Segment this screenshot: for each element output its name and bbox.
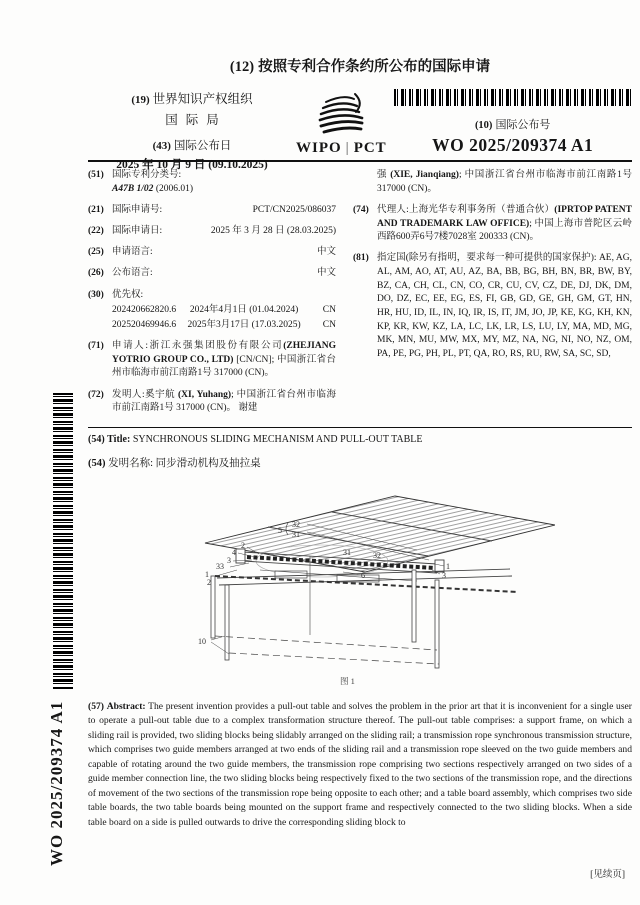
filing-date-field: (22) 国际申请日: 2025 年 3 月 28 日 (28.03.2025) — [88, 225, 336, 239]
figure-label: 2 — [241, 541, 245, 550]
ipc-field: (51) 国际专利分类号: A47B 1/02 (2006.01) — [88, 170, 194, 194]
figure-label: 6 — [361, 571, 365, 580]
figure-label: 1 — [205, 570, 209, 579]
figure-label: 31 — [292, 530, 300, 539]
agent-name-en: (IPRTOP PATENT AND TRADEMARK LAW OFFICE) — [377, 204, 632, 229]
left-column — [88, 169, 336, 423]
agent-address: ; 中国上海市普陀区云岭西路600弄6号7楼7028室 200333 (CN)。 — [377, 218, 632, 243]
abstract-section: (57) Abstract: The present invention provides a pull-out table and solves the problem in the prior art that it is inconvenient for a single user to operate a pull-out table due to a complex transformation structure thereof. The pull-out table comprises: a support frame, on which a sliding rail is provided, two sliding blocks being slidably arranged on the sliding rail; a transmission rope synchronous transmission structure, which comprises two guide members arranged at two ends of the sliding rail and a transmission rope sleeved on the two guide members and capable of rotating around the two guide members, the transmission rope comprising two sections respectively arranged on two sides of a guide member connection line, the two sliding blocks being respectively fixed to the two sections of the transmission rope, and the directions of movement of the two sections of the transmission rope being opposite to each other; and a table board assembly, which comprises two side table boards, the two table boards being mounted on the support frame and respectively connected to the two sliding blocks. When a side table board on a side is pulled outwards to drive the corresponding sliding block to — [88, 701, 633, 828]
applicant-field: (71) 申请人:浙江永强集团股份有限公司(ZHEJIANG YOTRIO GROUP CO., LTD) [CN/CN]; 中国浙江省台州市临海市前江南路1号 317000 (CN)。 — [88, 341, 336, 379]
inventor-continuation: 强 (XIE, Jianqiang); 中国浙江省台州市临海市前江南路1号 317000 (CN)。 — [377, 170, 632, 194]
ipc-code: A47B 1/02 — [112, 183, 154, 194]
applicant-name: 浙江永强集团股份有限公司 — [148, 341, 284, 352]
patent-drawing — [85, 490, 555, 695]
field-number-19: (19) — [131, 94, 150, 106]
inventor-name-en: (XI, Yuhang) — [177, 389, 232, 400]
ipc-year: (2006.01) — [155, 183, 194, 194]
applicant-name-en: (ZHEJIANG YOTRIO GROUP CO., LTD) — [112, 341, 336, 365]
header — [88, 55, 632, 172]
application-number-field: (21) 国际申请号: PCT/CN2025/086037 — [88, 204, 336, 218]
wipo-logo-block — [296, 89, 387, 157]
figure-label: 10 — [198, 637, 206, 646]
title-section — [88, 434, 632, 470]
barcode — [394, 89, 632, 106]
inventor-address: ; 中国浙江省台州市临海市前江南路1号 317000 (CN)。 谢建 — [112, 389, 337, 414]
figure-label: 5 — [278, 526, 282, 535]
agent-field: (74) 代理人:上海光华专利事务所（普通合伙）(IPRTOP PATENT AND TRADEMARK LAW OFFICE); 中国上海市普陀区云岭西路600弄6号7楼7028室 200333 (CN)。 — [353, 204, 632, 243]
publication-date-label: 国际公布日 — [173, 140, 232, 152]
wipo-pct-wordmark: WIPO | PCT — [296, 140, 387, 156]
figure-label: 33 — [216, 562, 224, 571]
figure-label: 32 — [373, 551, 381, 560]
publication-number-label: 国际公布号 — [495, 119, 551, 131]
field-number-10: (10) — [474, 120, 493, 131]
filing-date: 2025 年 3 月 28 日 (28.03.2025) — [210, 226, 336, 237]
figure-label: 31 — [343, 548, 351, 557]
publication-number-block — [387, 89, 639, 156]
title-english: (54) Title: SYNCHRONOUS SLIDING MECHANISM AND PULL-OUT TABLE — [88, 434, 423, 445]
continued-note: [见续页] — [590, 870, 625, 880]
agent-name: 上海光华专利事务所（普通合伙） — [408, 204, 555, 215]
publication-date: 2025 年 10 月 9 日 (09.10.2025) — [116, 159, 268, 171]
priority-row — [88, 304, 336, 318]
abstract-text: The present invention provides a pull-out table and solves the problem in the prior art that it is inconvenient for a single user to operate a pull-out table due to a complex transformation structure thereof. The pull-out table comprises: a support frame, on which a sliding rail is provided, two sliding blocks being slidably arranged on the sliding rail; a transmission rope synchronous transmission structure, which comprises two guide members arranged at two ends of the sliding rail and a transmission rope sleeved on the two guide members and capable of rotating around the two guide members, the transmission rope comprising two sections respectively arranged on two sides of a guide member connection line, the two sliding blocks being respectively fixed to the two sections of the transmission rope, and the directions of movement of the two sections of the transmission rope being opposite to each other; and a table board assembly, which comprises two side table boards, the two table boards being mounted on the support frame and respectively connected to the two sliding blocks. When a side table board on a side is pulled outwards to drive the corresponding sliding block to — [88, 701, 633, 828]
inventor-name: 奚宇航 — [144, 389, 178, 400]
figure-label: 32 — [292, 520, 300, 529]
figure-label: 4 — [232, 548, 236, 557]
field-number-43: (43) — [152, 140, 171, 152]
org-name: 世界知识产权组织 — [152, 92, 253, 106]
right-column — [353, 169, 632, 423]
header-divider — [88, 160, 632, 162]
applicant-address: [CN/CN]; 中国浙江省台州市临海市前江南路1号 317000 (CN)。 — [112, 354, 336, 379]
priority-country: CN — [322, 305, 336, 316]
figure-label: 2 — [207, 578, 211, 587]
priority-country: CN — [322, 319, 336, 330]
figure-label: 1 — [446, 562, 450, 571]
priority-field: (30) 优先权: — [88, 289, 144, 300]
priority-number: 202420662820.6 — [112, 305, 177, 316]
bibliographic-data — [88, 169, 632, 423]
publication-language-field: (26) 公布语言: 中文 — [88, 267, 336, 281]
inventor2-address: ; 中国浙江省台州市临海市前江南路1号 317000 (CN)。 — [377, 170, 632, 194]
filing-language-field: (25) 申请语言: 中文 — [88, 246, 336, 260]
invention-title-zh: 同步滑动机构及抽拉桌 — [155, 458, 261, 469]
ipc-label: 国际专利分类号: — [112, 170, 182, 180]
priority-row — [88, 319, 336, 333]
publication-number: WO 2025/209374 A1 — [432, 135, 594, 155]
title-divider — [88, 427, 632, 428]
designated-states-label: 指定国(除另有指明，要求每一种可提供的国家保护): — [377, 253, 599, 264]
priority-number: 202520469946.6 — [112, 319, 177, 330]
application-number: PCT/CN2025/086037 — [252, 204, 336, 215]
figure-label: 3 — [227, 556, 231, 565]
priority-date: 2025年3月17日 (17.03.2025) — [187, 319, 301, 330]
figure-1 — [85, 490, 555, 700]
publication-language: 中文 — [316, 268, 336, 279]
filing-language: 中文 — [316, 247, 336, 258]
priority-date: 2024年4月1日 (01.04.2024) — [189, 305, 299, 316]
figure-caption: 图 1 — [340, 676, 355, 686]
field-number-12: (12) — [229, 59, 255, 75]
org-bureau: 国际局 — [165, 113, 227, 127]
inventor2-name-en: (XIE, Jianqiang) — [390, 170, 459, 180]
designated-states-list: AE, AG, AL, AM, AO, AT, AU, AZ, BA, BB, BG, BH, BN, BR, BW, BY, BZ, CA, CH, CL, CN, CO, CR, CU, CV, CZ, DE, DJ, DK, DM, DO, DZ, EC, EE, EG, ES, FI, GB, GD, GE, GH, GM, GT, HN, HR, HU, ID, IL, IN, IQ, IR, IS, IT, JM, JO, JP, KE, KG, KH, KN, KP, KR, KW, KZ, LA, LC, LK, LR, LS, LU, LY, MA, MD, MG, MK, MN, MU, MW, MX, MY, MZ, NA, NG, NI, NO, NZ, OM, PA, PE, PG, PH, PL, PT, QA, RO, RS, RU, RW, SA, SC, SD, — [377, 253, 632, 360]
inventor-field: (72) 发明人:奚宇航 (XI, Yuhang); 中国浙江省台州市临海市前江南路1号 317000 (CN)。 谢建 — [88, 389, 337, 414]
sidebar-publication-number: WO 2025/209374 A1 — [47, 700, 66, 866]
invention-title-en: SYNCHRONOUS SLIDING MECHANISM AND PULL-OUT TABLE — [132, 434, 423, 445]
designated-states-field: (81) 指定国(除另有指明，要求每一种可提供的国家保护): AE, AG, AL, AM, AO, AT, AU, AZ, BA, BB, BG, BH, BN, BR, BW, BY, BZ, CA, CH, CL, CN, CO, CR, CU, CV, CZ, DE, DJ, DK, DM, DO, DZ, EC, EE, EG, ES, FI, GB, GD, GE, GH, GM, GT, HN, HR, HU, ID, IL, IN, IQ, IR, IS, IT, JM, JO, JP, KE, KG, KH, KN, KP, KR, KW, KZ, LA, LC, LK, LR, LS, LU, LY, MA, MD, MG, MK, MN, MU, MW, MX, MY, MZ, NA, NG, NI, NO, NZ, OM, PA, PE, PG, PH, PL, PT, QA, RO, RS, RU, RW, SA, SC, SD, — [353, 253, 632, 360]
wipo-logo-icon — [308, 91, 374, 139]
vertical-barcode — [53, 393, 73, 689]
title-chinese: (54) 发明名称: 同步滑动机构及抽拉桌 — [88, 458, 261, 469]
figure-label: 3 — [442, 571, 446, 580]
pct-publication-line: (12) 按照专利合作条约所公布的国际申请 — [229, 59, 491, 75]
